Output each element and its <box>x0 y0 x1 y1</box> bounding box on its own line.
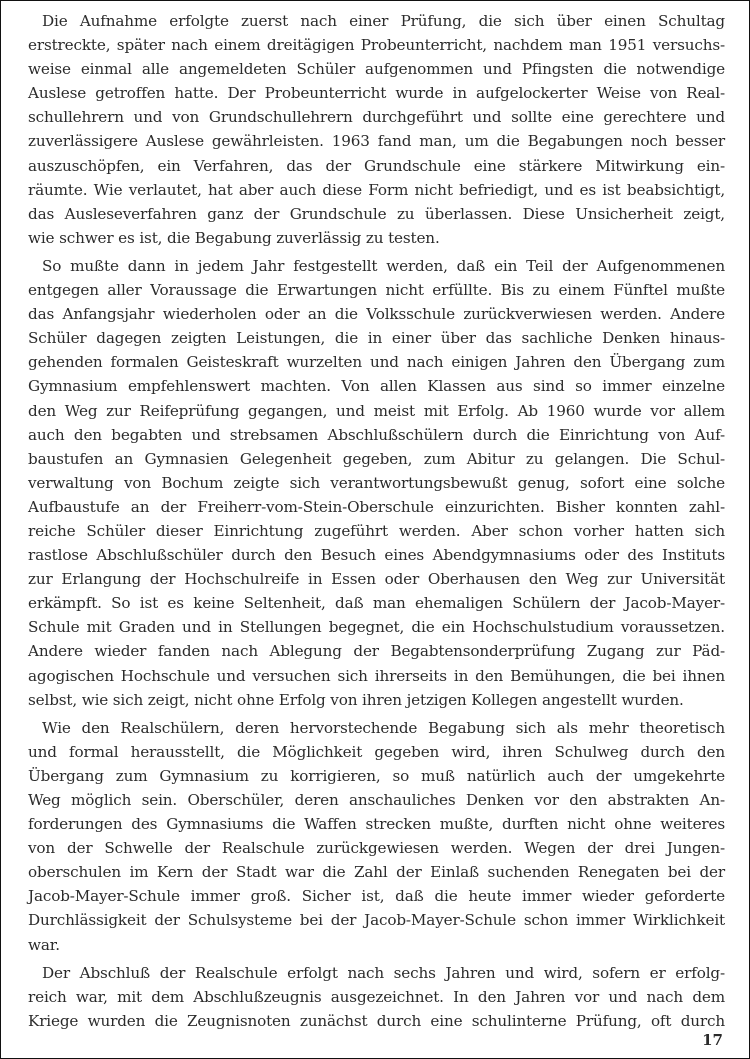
body-text <box>28 9 725 1037</box>
text-line: schullehrern und von Grundschullehrern durchgeführt und sollte eine gerechtere und <box>28 108 725 127</box>
text-line: räumte. Wie verlautet, hat aber auch diese Form nicht befriedigt, und es ist beabsichtigt, <box>28 180 725 199</box>
text-line: agogischen Hochschule und versuchen sich ihrerseits in den Bemühungen, die bei ihnen <box>28 666 725 685</box>
text-line: erkämpft. So ist es keine Seltenheit, daß man ehemaligen Schülern der Jacob-Mayer- <box>28 594 725 613</box>
text-line: Aufbaustufe an der Freiherr-vom-Stein-Oberschule einzurichten. Bisher konnten zahl- <box>28 497 725 516</box>
text-line: Durchlässigkeit der Schulsysteme bei der Jacob-Mayer-Schule schon immer Wirklichkeit <box>28 911 725 930</box>
text-line: rastlose Abschlußschüler durch den Besuch eines Abendgymnasiums oder des Instituts <box>28 546 725 565</box>
text-line: das Anfangsjahr wiederholen oder an die Volksschule zurückverwiesen werden. Andere <box>28 305 725 324</box>
paragraph <box>28 254 725 712</box>
text-line: Übergang zum Gymnasium zu korrigieren, so muß natürlich auch der umgekehrte <box>28 766 725 785</box>
text-line: das Ausleseverfahren ganz der Grundschule zu überlassen. Diese Unsicherheit zeigt, <box>28 204 725 223</box>
page-number: 17 <box>702 1031 723 1049</box>
text-line: war. <box>28 935 60 954</box>
text-line: Jacob-Mayer-Schule immer groß. Sicher ist, daß die heute immer wieder geforderte <box>28 887 725 906</box>
text-line: wie schwer es ist, die Begabung zuverlässig zu testen. <box>28 228 440 247</box>
text-line: und formal herausstellt, die Möglichkeit gegeben wird, ihren Schulweg durch den <box>28 742 725 761</box>
text-line: auszuschöpfen, ein Verfahren, das der Grundschule eine stärkere Mitwirkung ein- <box>28 156 725 175</box>
text-line: So mußte dann in jedem Jahr festgestellt werden, daß ein Teil der Aufgenommenen <box>42 256 725 275</box>
text-line: gehenden formalen Geisteskraft wurzelten und nach einigen Jahren den Übergang zum <box>28 353 725 372</box>
text-line: reich war, mit dem Abschlußzeugnis ausgezeichnet. In den Jahren vor und nach dem <box>28 987 725 1006</box>
text-line: erstreckte, später nach einem dreitägigen Probeunterricht, nachdem man 1951 versuchs- <box>28 36 725 55</box>
text-line: von der Schwelle der Realschule zurückgewiesen werden. Wegen der drei Jungen- <box>28 839 725 858</box>
text-line: entgegen aller Voraussage die Erwartungen nicht erfüllte. Bis zu einem Fünftel mußte <box>28 281 725 300</box>
text-line: Schule mit Graden und in Stellungen begegnet, die ein Hochschulstudium voraussetzen. <box>28 618 725 637</box>
text-line: Gymnasium empfehlenswert machten. Von allen Klassen aus sind so immer einzelne <box>28 377 725 396</box>
text-line: Wie den Realschülern, deren hervorstechende Begabung sich als mehr theoretisch <box>42 718 725 737</box>
text-line: Schüler dagegen zeigten Leistungen, die in einer über das sachliche Denken hinaus- <box>28 329 725 348</box>
text-line: zur Erlangung der Hochschulreife in Essen oder Oberhausen den Weg zur Universität <box>28 570 725 589</box>
text-line: den Weg zur Reifeprüfung gegangen, und meist mit Erfolg. Ab 1960 wurde vor allem <box>28 401 725 420</box>
text-line: Auslese getroffen hatte. Der Probeunterricht wurde in aufgelockerter Weise von Real- <box>28 84 725 103</box>
text-line: Kriege wurden die Zeugnisnoten zunächst durch eine schulinterne Prüfung, oft durch <box>28 1011 725 1030</box>
text-line: zuverlässigere Auslese gewährleisten. 1963 fand man, um die Begabungen noch besser <box>28 132 725 151</box>
text-line: baustufen an Gymnasien Gelegenheit gegeben, zum Abitur zu gelangen. Die Schul- <box>28 449 725 468</box>
paragraph <box>28 9 725 250</box>
text-line: Andere wieder fanden nach Ablegung der Begabtensonderprüfung Zugang zur Päd- <box>28 642 725 661</box>
text-line: reiche Schüler dieser Einrichtung zugeführt werden. Aber schon vorher hatten sich <box>28 521 725 540</box>
text-line: weise einmal alle angemeldeten Schüler aufgenommen und Pfingsten die notwendige <box>28 60 725 79</box>
text-line: Weg möglich sein. Oberschüler, deren anschauliches Denken vor den abstrakten An- <box>28 791 725 809</box>
text-line: Die Aufnahme erfolgte zuerst nach einer Prüfung, die sich über einen Schultag <box>42 12 725 30</box>
text-line: oberschulen im Kern der Stadt war die Zahl der Einlaß suchenden Renegaten bei der <box>28 863 725 882</box>
text-line: selbst, wie sich zeigt, nicht ohne Erfolg von ihren jetzigen Kollegen angestellt wurden. <box>28 690 684 709</box>
paragraph <box>28 716 725 957</box>
text-line: forderungen des Gymnasiums die Waffen strecken mußte, durften nicht ohne weiteres <box>28 815 725 834</box>
text-line: auch den begabten und strebsamen Abschlußschülern durch die Einrichtung von Auf- <box>28 425 725 444</box>
paragraph <box>28 961 725 1033</box>
text-line: Der Abschluß der Realschule erfolgt nach sechs Jahren und wird, sofern er erfolg- <box>42 963 725 982</box>
text-line: verwaltung von Bochum zeigte sich verantwortungsbewußt genug, sofort eine solche <box>28 473 725 492</box>
